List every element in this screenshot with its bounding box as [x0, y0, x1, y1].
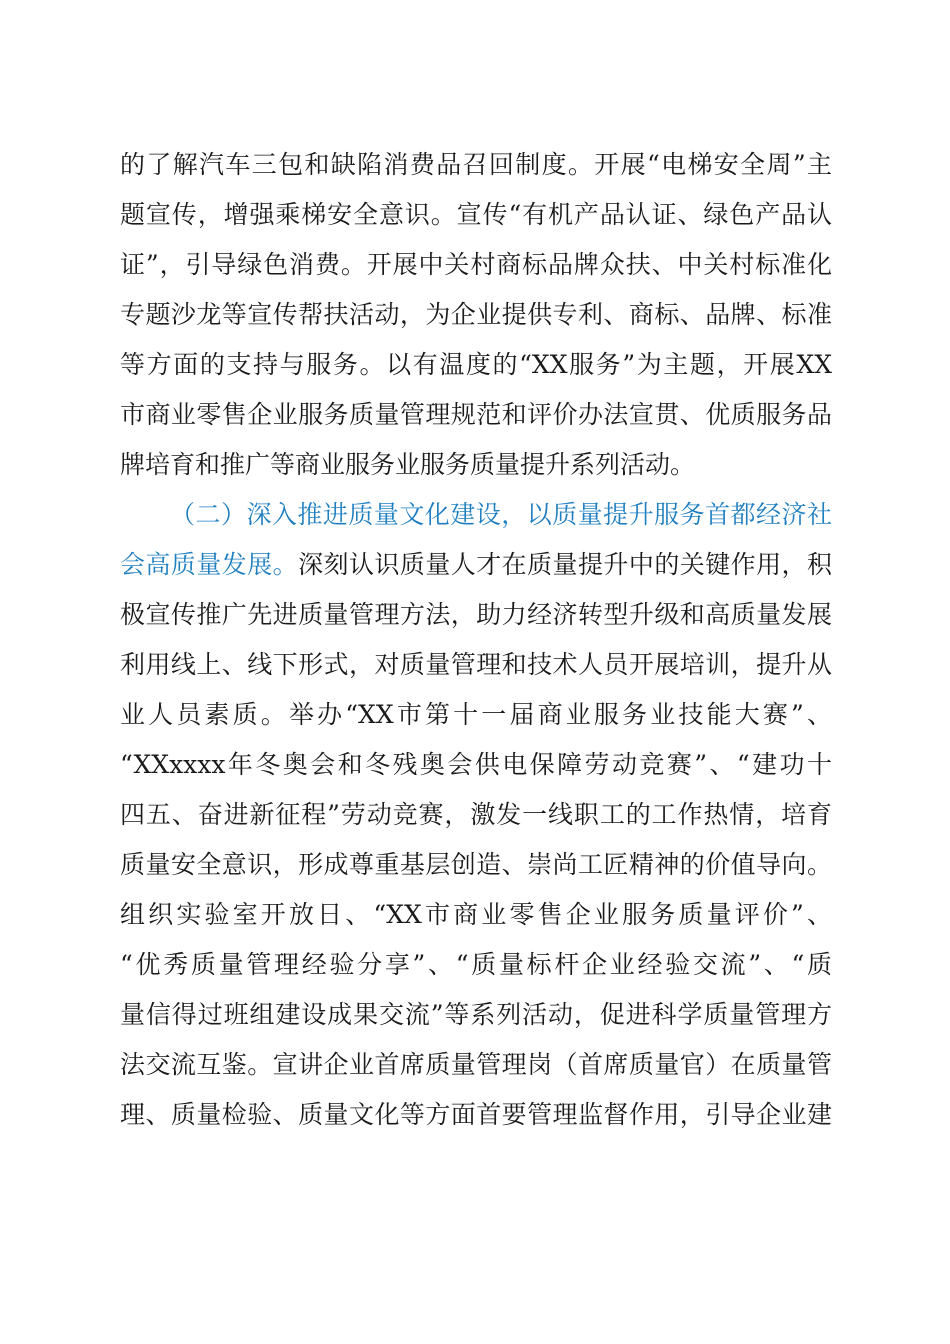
- text-line: 专题沙龙等宣传帮扶活动，为企业提供专利、商标、品牌、标准: [120, 300, 832, 329]
- text-line: 量信得过班组建设成果交流”等系列活动，促进科学质量管理方: [120, 1000, 832, 1029]
- text-line: 业人员素质。举办“XX市第十一届商业服务业技能大赛”、: [120, 700, 832, 729]
- text-line: 等方面的支持与服务。以有温度的“XX服务”为主题，开展XX: [120, 350, 832, 379]
- text-line: 证”，引导绿色消费。开展中关村商标品牌众扶、中关村标准化: [120, 250, 832, 279]
- text-line: 法交流互鉴。宣讲企业首席质量管理岗（首席质量官）在质量管: [120, 1050, 832, 1079]
- paragraph-2: [120, 490, 832, 1140]
- text-line: 质量安全意识，形成尊重基层创造、崇尚工匠精神的价值导向。: [120, 850, 832, 879]
- text-line: 牌培育和推广等商业服务业服务质量提升系列活动。: [120, 450, 696, 479]
- text-line: 理、质量检验、质量文化等方面首要管理监督作用，引导企业建: [120, 1100, 832, 1129]
- text-line: [120, 540, 832, 590]
- text-line: 市商业零售企业服务质量管理规范和评价办法宣贯、优质服务品: [120, 400, 832, 429]
- text-line: 极宣传推广先进质量管理方法，助力经济转型升级和高质量发展: [120, 600, 832, 629]
- section-heading-end: 会高质量发展。: [120, 550, 299, 579]
- section-heading-line: （二）深入推进质量文化建设，以质量提升服务首都经济社: [170, 500, 832, 529]
- text-line: 题宣传，增强乘梯安全意识。宣传“有机产品认证、绿色产品认: [120, 200, 832, 229]
- paragraph-1: [120, 140, 832, 490]
- text-span: 深刻认识质量人才在质量提升中的关键作用，积: [298, 550, 832, 579]
- text-line: 组织实验室开放日、“XX市商业零售企业服务质量评价”、: [120, 900, 832, 929]
- text-line: 的了解汽车三包和缺陷消费品召回制度。开展“电梯安全周”主: [120, 150, 832, 179]
- text-line: 四五、奋进新征程”劳动竞赛，激发一线职工的工作热情，培育: [120, 800, 832, 829]
- document-body: [120, 140, 832, 1140]
- text-line: 利用线上、线下形式，对质量管理和技术人员开展培训，提升从: [120, 650, 832, 679]
- text-line: “优秀质量管理经验分享”、“质量标杆企业经验交流”、“质: [120, 950, 832, 979]
- text-line: “XXxxxx年冬奥会和冬残奥会供电保障劳动竞赛”、“建功十: [120, 750, 832, 779]
